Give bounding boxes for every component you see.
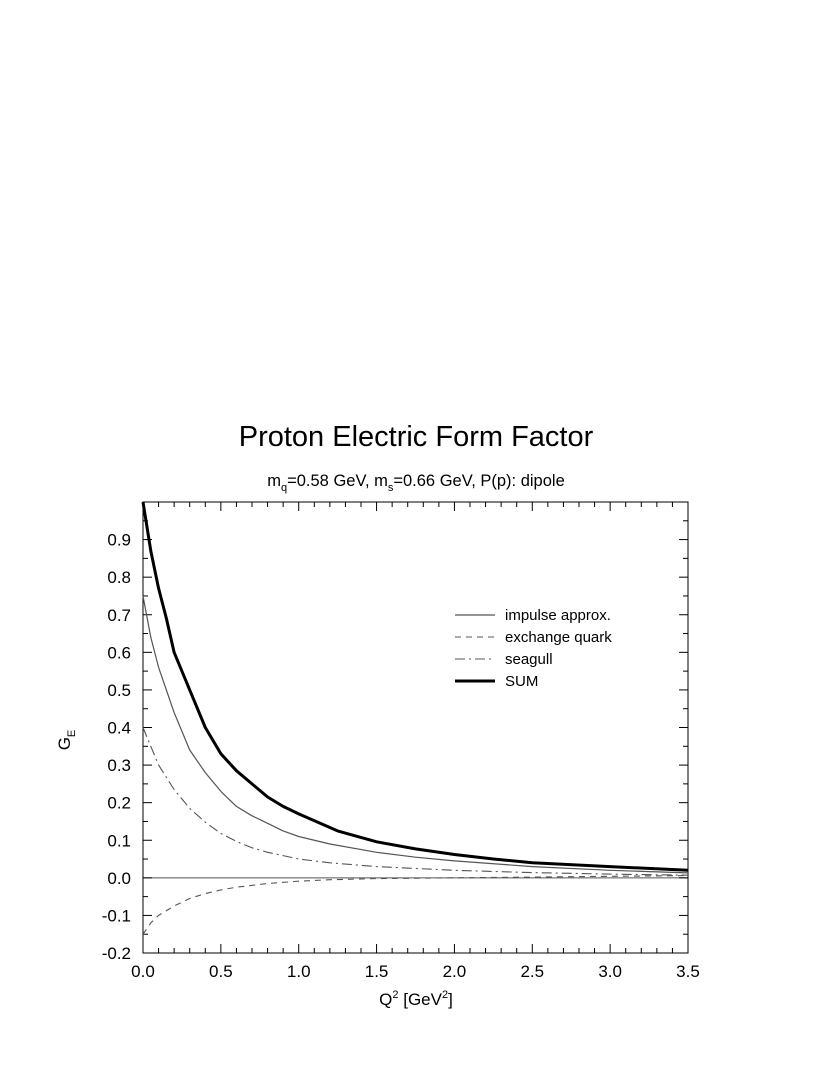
x-tick-label: 1.5 (364, 962, 389, 981)
label-part: m (267, 472, 281, 490)
x-tick-label: 2.5 (520, 962, 545, 981)
y-tick-label: 0.5 (107, 680, 131, 700)
series-layer (143, 502, 688, 934)
chart-title: Proton Electric Form Factor (238, 421, 594, 453)
y-tick-label: 0.9 (107, 530, 131, 550)
axis-ticks (143, 502, 688, 953)
y-tick-label: 0.2 (107, 793, 131, 813)
label-part: [GeV (398, 990, 442, 1009)
legend (455, 607, 612, 690)
label-part: G (55, 737, 74, 751)
y-tick-label: 0.4 (107, 718, 131, 738)
tick-labels (102, 531, 700, 981)
label-part: 2 (392, 989, 399, 1001)
plot-frame (143, 502, 688, 953)
y-axis-label (55, 730, 78, 751)
chart-subtitle (267, 472, 565, 494)
x-tick-label: 3.0 (598, 962, 622, 981)
legend-label: impulse approx. (505, 607, 611, 624)
x-tick-label: 1.0 (286, 962, 311, 981)
y-tick-label: 0.0 (107, 868, 131, 888)
y-tick-label: 0.6 (107, 643, 131, 663)
y-tick-label: 0.3 (107, 756, 131, 776)
y-tick-label: 0.8 (107, 568, 131, 588)
x-tick-label: 2.0 (442, 962, 467, 981)
series-line-sum (143, 502, 688, 870)
x-axis-label (379, 989, 453, 1009)
series-line-exchange-quark (143, 876, 688, 935)
label-part: =0.58 GeV, m (287, 472, 388, 490)
x-tick-label: 3.5 (676, 962, 700, 981)
legend-label: SUM (505, 673, 539, 690)
y-tick-label: 0.7 (107, 605, 131, 625)
label-part: q (280, 482, 288, 494)
label-part: E (66, 729, 78, 738)
label-part: =0.66 GeV, P(p): dipole (393, 472, 565, 490)
label-part: ] (448, 990, 453, 1009)
series-line-seagull (143, 728, 688, 876)
plot-area (143, 502, 688, 953)
y-tick-label: -0.1 (101, 906, 131, 926)
x-tick-label: 0.0 (131, 962, 155, 981)
legend-label: seagull (505, 651, 553, 668)
y-tick-label: 0.1 (107, 831, 131, 851)
y-tick-label: -0.2 (101, 944, 131, 963)
x-tick-label: 0.5 (209, 962, 233, 981)
label-part: Q (379, 990, 393, 1009)
legend-label: exchange quark (505, 629, 612, 646)
label-part: 2 (441, 989, 449, 1001)
label-part: s (387, 482, 394, 494)
